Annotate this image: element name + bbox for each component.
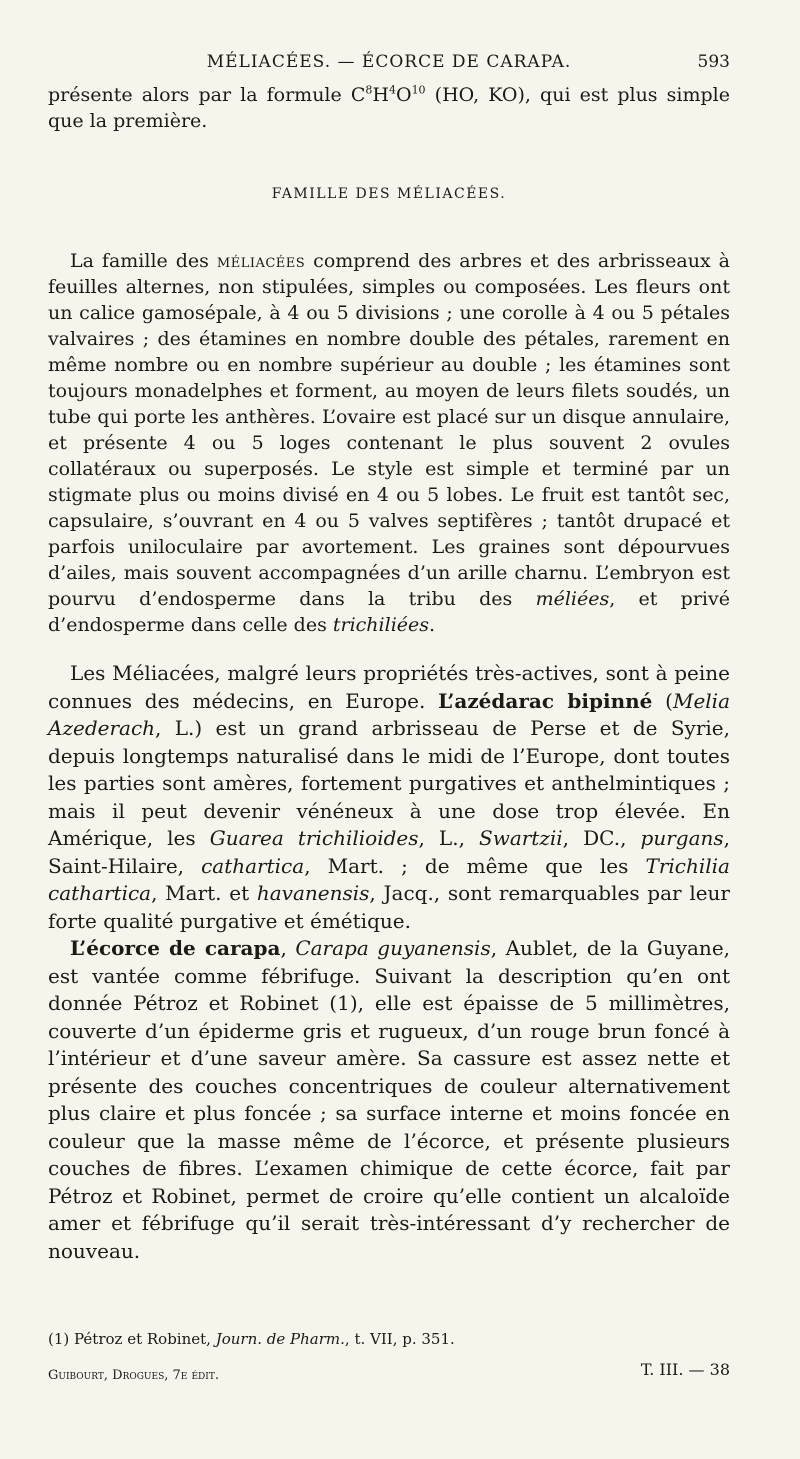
footer-volume-mark: T. III. — 38 [640, 1360, 730, 1379]
carapa-bark-term: L’écorce de carapa [70, 936, 281, 960]
para3-text-2: , Aublet, de la Guyane, est vantée comme fébrifuge. Suivant la description qu’en ont donnée Pétroz et Robinet (1), elle est épaisse de 5 millimètres, couverte d’un épiderme gris et rugueux, d’un rouge brun foncé à l’intérieur et d’une saveur amère. Sa cassure est assez nette et présente des couches concentriques de couleur alternativement plus claire et plus foncée ; sa surface interne et moins foncée en couleur que la masse même de l’écorce, et présente plusieurs couches de fibres. L’examen chimique de cette écorce, fait par Pétroz et Robinet, permet de croire qu’elle contient un alcaloïde amer et fébrifuge qu’il serait très-intéressant d’y rechercher de nouveau. [48, 936, 731, 1263]
para2-text-1: Les Méliacées, malgré leurs propriétés très-actives, sont à peine connues des médecins, en Europe. [48, 661, 730, 713]
para2-text-4: , L., [418, 826, 479, 850]
carapa-guyanensis: Carapa guyanensis [295, 936, 491, 960]
melia-azederach: Melia Azederach [48, 688, 730, 740]
formula-h: H [372, 84, 389, 106]
para2-text-7: , Mart. ; de même que les [304, 853, 646, 878]
cathartica: cathartica [201, 853, 305, 878]
para1-text-4: . [429, 614, 436, 636]
trichilia-cathartica: Trichilia cathartica [48, 853, 730, 905]
page-number: 593 [697, 52, 730, 72]
section-heading: FAMILLE DES MÉLIACÉES. [271, 186, 507, 202]
formula-h-exponent: 4 [388, 83, 396, 97]
para1-text-2: comprend des arbres et des arbrisseaux à feuilles alternes, non stipulées, simples ou composées. Les fleurs ont un calice gamosépale, à 4 ou 5 divisions ; une corolle à 4 ou 5 pétales valvaires ; des étamines en nombre double des pétales, rarement en même nombre ou en nombre supérieur au double ; les étamines sont toujours monadelphes et forment, au moyen de leurs filets soudés, un tube qui porte les anthères. L’ovaire est placé sur un disque annulaire, et présente 4 ou 5 loges contenant le plus souvent 2 ovules collatéraux ou superposés. Le style est simple et terminé par un stigmate plus ou moins divisé en 4 ou 5 lobes. Le fruit est tantôt sec, capsulaire, s’ouvrant en 4 ou 5 valves septifères ; tantôt drupacé et parfois uniloculaire par avortement. Les graines sont dépourvues d’ailes, mais souvent accompagnées d’un arille charnu. L’embryon est pourvu d’endosperme dans la tribu des [48, 250, 730, 610]
azedarac-term: L’azédarac bipinné [438, 688, 653, 713]
family-name-smallcaps: méliacées [216, 250, 306, 272]
para3-text-1: , [280, 936, 296, 960]
havanensis: havanensis [256, 881, 370, 905]
para2-text-2: ( [652, 688, 673, 713]
running-title: MÉLIACÉES. — ÉCORCE DE CARAPA. [206, 52, 572, 72]
family-description-paragraph [48, 248, 730, 638]
page-body [48, 82, 730, 1265]
footnote [48, 1330, 730, 1348]
tribe-meliees: méliées [535, 588, 610, 610]
intro-text-after: (HO, KO), qui est plus simple que la première. [48, 84, 730, 132]
page-footer [48, 1360, 730, 1390]
para2-text-9: , Jacq., sont remarquables par leur forte qualité purgative et émétique. [48, 881, 730, 933]
purgans: purgans [640, 826, 724, 850]
para2-text-8: , Mart. et [151, 881, 257, 905]
intro-text-before: présente alors par la formule [48, 84, 351, 106]
chemical-formula [351, 84, 426, 106]
footnote-text-1: (1) Pétroz et Robinet, [48, 1330, 216, 1348]
swartzii: Swartzii [479, 826, 563, 850]
formula-o-exponent: 10 [411, 83, 426, 97]
para2-text-6: , Saint-Hilaire, [48, 826, 730, 878]
footnote-text-2: , t. VII, p. 351. [344, 1330, 455, 1348]
footer-signature: Guibourt, Drogues, 7e édit. [48, 1368, 219, 1383]
formula-c-exponent: 8 [365, 83, 373, 97]
formula-o: O [395, 84, 412, 106]
page-header [48, 48, 730, 80]
footnote-journal: Journ. de Pharm. [215, 1330, 345, 1348]
para2-text-5: , DC., [562, 826, 641, 850]
formula-c: C [350, 84, 366, 106]
para1-text-1: La famille des [70, 250, 217, 272]
para2-text-3: , L.) est un grand arbrisseau de Perse et de Syrie, depuis longtemps naturalisé dans le midi de l’Europe, dont toutes les parties sont amères, fortement purgatives et anthelmintiques ; mais il peut devenir vénéneux à une dose trop élevée. En Amérique, les [48, 716, 730, 850]
carapa-paragraph [48, 935, 730, 1265]
tribe-trichiliees: trichiliées [332, 614, 430, 636]
guarea-trichilioides: Guarea trichilioides [209, 826, 419, 850]
properties-paragraph [48, 660, 730, 935]
intro-paragraph [48, 82, 730, 134]
para1-text-3: , et privé d’endosperme dans celle des [48, 588, 730, 636]
